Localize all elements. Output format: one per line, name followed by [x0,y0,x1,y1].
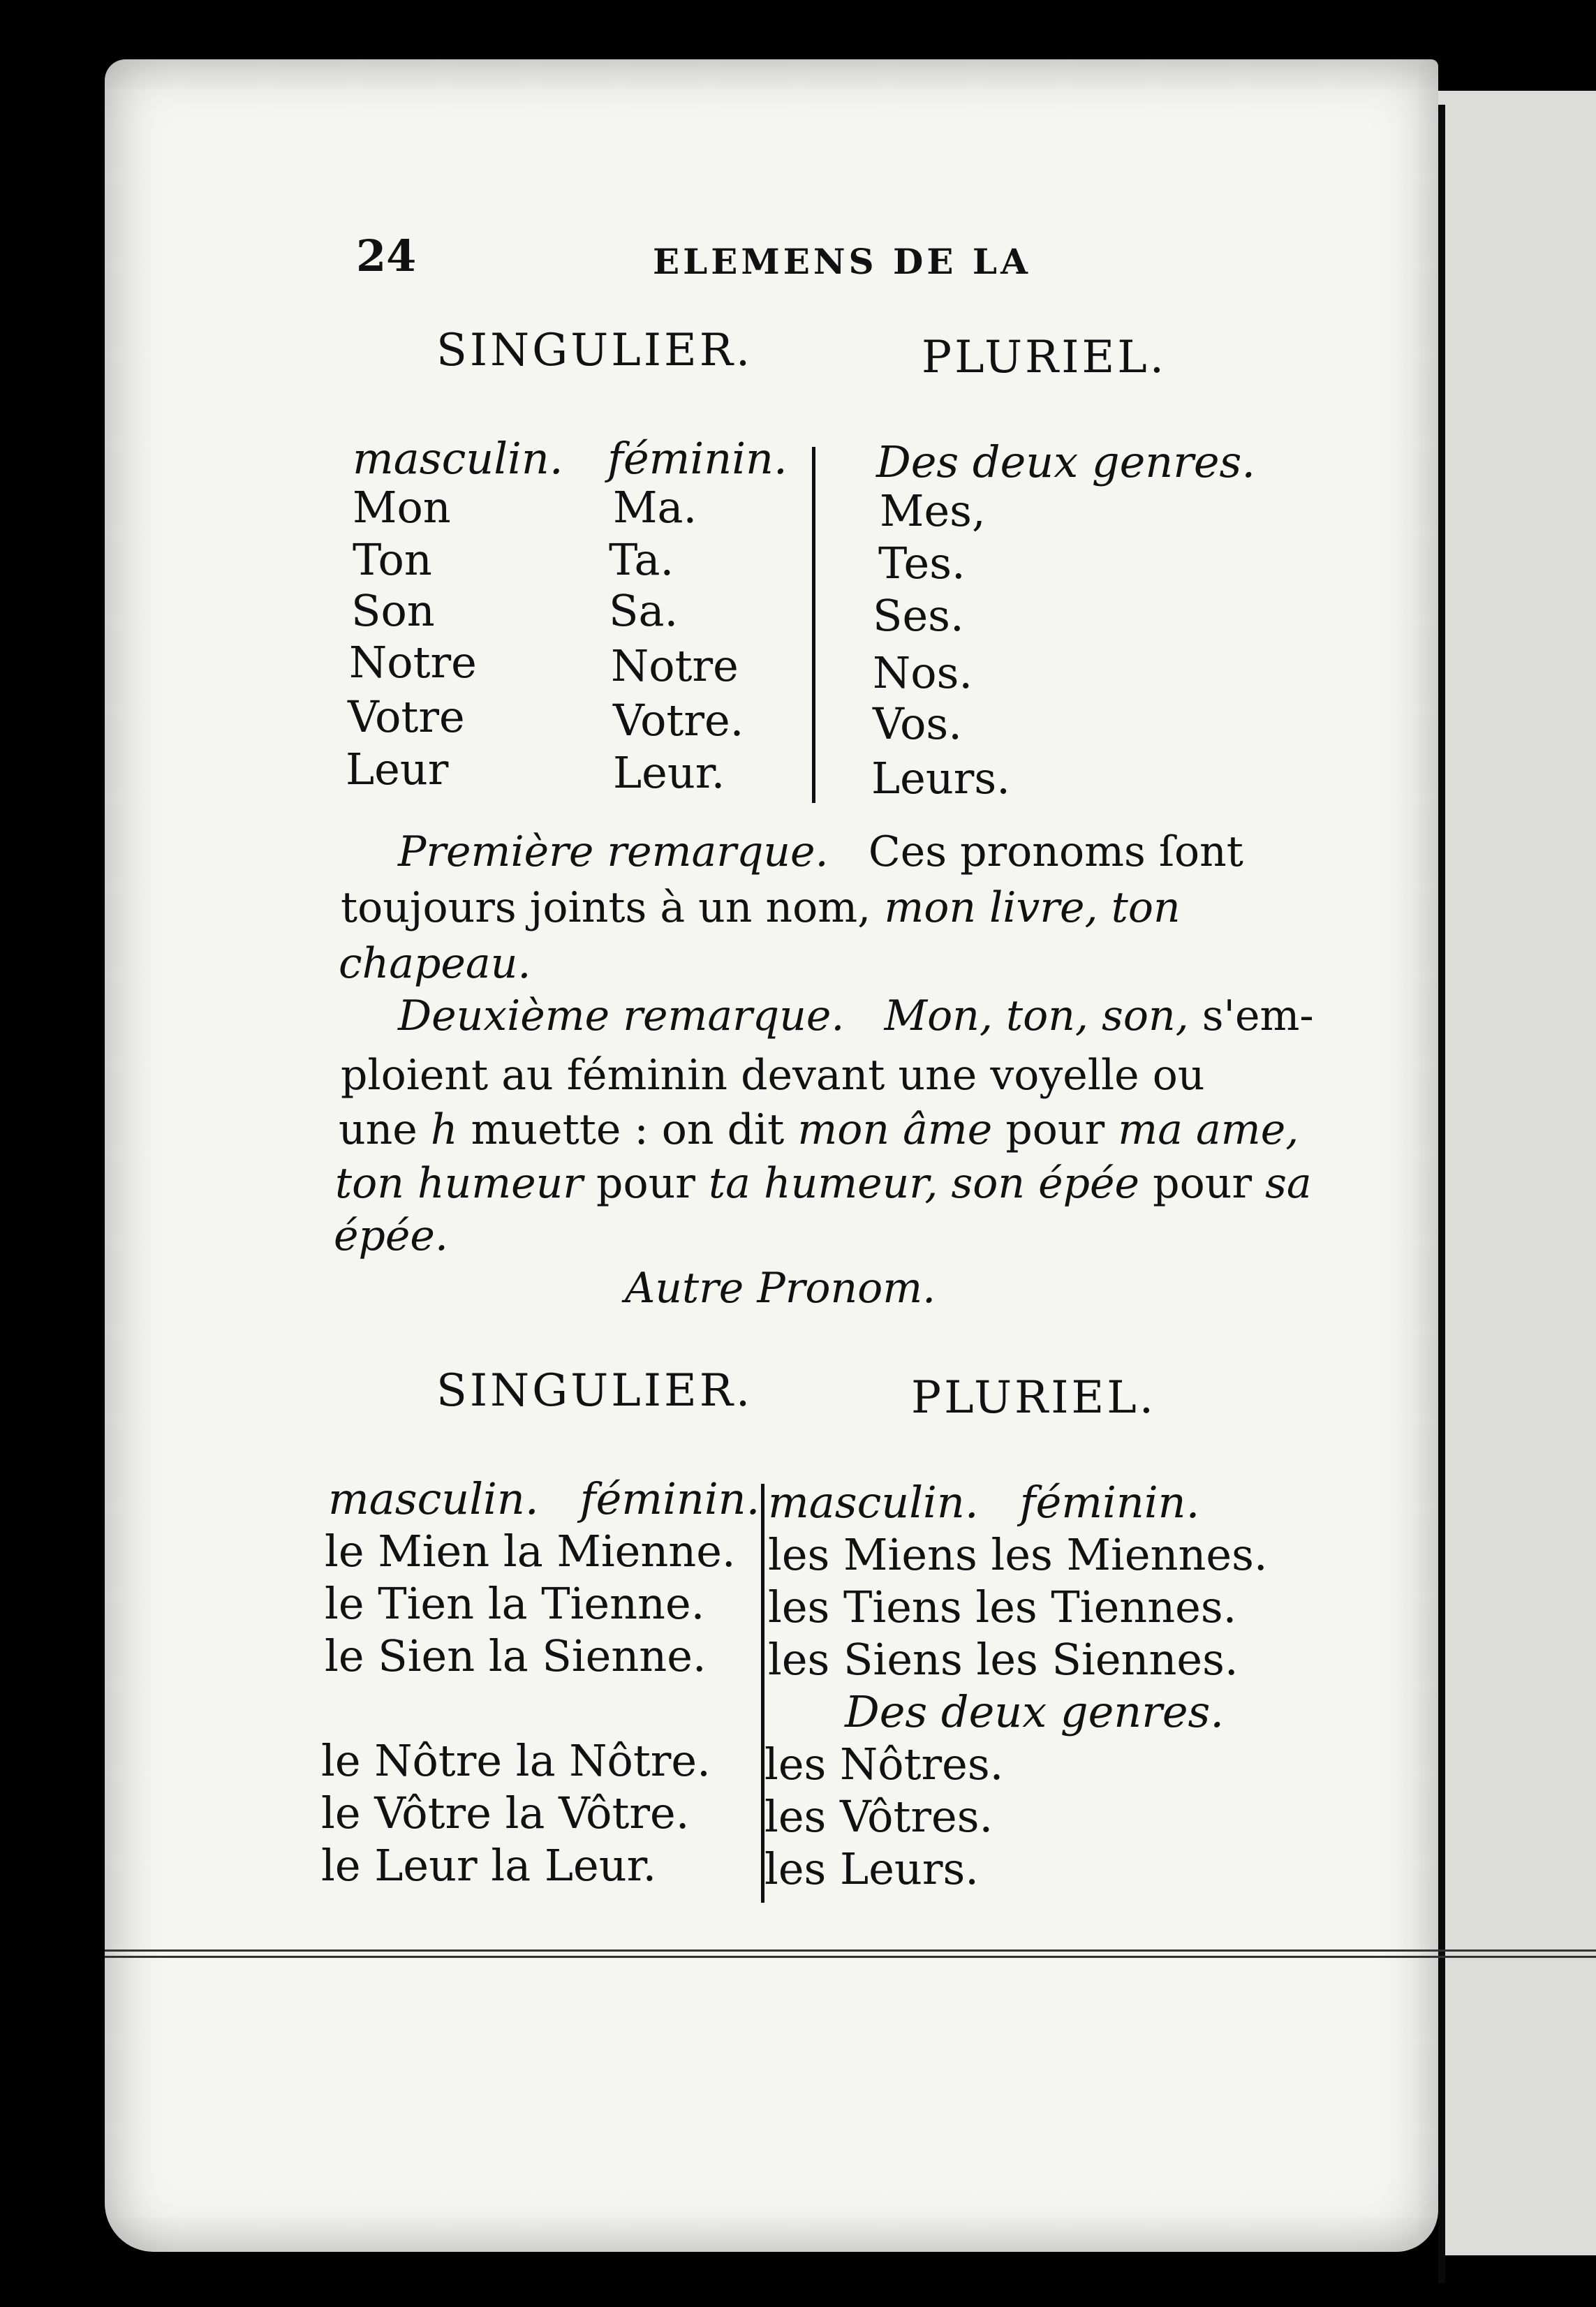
remark2-text: une [339,1105,418,1154]
bottom-scan-rule [105,1949,1596,1958]
table1-row-masc: Son [351,585,435,636]
remark2-example: ton humeur [335,1159,583,1208]
table2-left-header: masculin. féminin. [328,1473,760,1524]
remark1-line2-text: toujours joints à un nom, [341,883,871,932]
remark2-example: ta humeur, son épée [708,1159,1140,1208]
table1-row-fem: Notre [611,640,739,691]
table2-singular-label: SINGULIER. [436,1365,753,1417]
table2-row-right: les Vôtres. [764,1791,993,1842]
remark2-text: muette : on dit [471,1105,785,1154]
remark1-example: mon livre, [884,883,1098,932]
table1-row-masc: Mon [353,482,451,533]
table1-row-masc: Ton [353,534,432,585]
table2-row-left: le Tien la Tienne. [325,1578,705,1629]
table1-row-plural: Vos. [873,698,962,749]
table2-row-left: le Sien la Sienne. [325,1630,707,1681]
remark2-text: pour [1153,1159,1253,1208]
table1-row-masc: Leur [346,744,449,795]
remark2-example: Mon, ton, son, [884,992,1189,1040]
table1-row-fem: Votre. [613,695,744,746]
table1-row-fem: Sa. [609,585,679,636]
remark2-example: mon âme [797,1105,993,1154]
table1-row-masc: Votre [348,691,465,742]
table1-row-fem: Ma. [613,482,697,533]
page-number: 24 [356,230,417,281]
remark2-text: pour [596,1159,695,1208]
remark1-line1 [398,827,1243,876]
book-page [105,59,1438,2252]
remark1-line2 [341,883,1181,932]
table2-row-right: les Tiens les Tiennes. [768,1582,1237,1632]
remark2-example: h [430,1105,458,1154]
table1-row-plural: Tes. [878,538,966,589]
table2-row-right: les Siens les Siennes. [768,1634,1239,1685]
table2-row-left: le Nôtre la Nôtre. [321,1735,711,1786]
remark2-example: sa [1265,1159,1312,1208]
remark2-label: Deuxième remarque. [398,992,845,1040]
remark2-text: s'em- [1202,992,1314,1040]
table1-singular-label: SINGULIER. [436,325,753,376]
table2-both-label: Des deux genres. [845,1686,1225,1737]
remark2-line2: ploient au féminin devant une voyelle ou [341,1051,1205,1100]
table1-row-plural: Leurs. [871,753,1010,804]
table1-divider [812,447,815,803]
table1-row-plural: Mes, [880,485,986,536]
table2-row-left: le Vôtre la Vôtre. [321,1788,690,1838]
table1-plural-label: PLURIEL. [922,332,1167,383]
table1-fem-header: féminin. [607,433,788,484]
table1-row-masc: Notre [349,637,477,688]
remark2-line1 [398,992,1314,1040]
table2-row-left: le Mien la Mienne. [325,1526,736,1577]
table2-row-right: les Nôtres. [764,1739,1004,1790]
remark2-line5: épée. [334,1211,449,1260]
remark2-text: pour [1005,1105,1105,1154]
remark2-example: ma ame, [1118,1105,1299,1154]
remark1-label: Première remarque. [398,827,829,876]
remark1-text: Ces pronoms ſont [868,827,1243,876]
table1-row-plural: Ses. [873,590,964,641]
autre-pronom-title: Autre Pronom. [625,1264,936,1313]
table2-plural-label: PLURIEL. [911,1372,1157,1424]
table2-row-left: le Leur la Leur. [321,1840,657,1891]
table2-row-right: les Leurs. [764,1843,980,1894]
facing-page-edge [1438,91,1596,2255]
table2-right-header: masculin. féminin. [768,1477,1200,1528]
remark1-line3: chapeau. [339,939,531,988]
running-head: ELEMENS DE LA [653,241,1031,282]
table1-masc-header: masculin. [353,433,563,484]
remark1-example: ton [1111,883,1181,932]
table1-row-fem: Leur. [613,747,725,798]
table1-row-plural: Nos. [873,647,973,698]
table1-both-header: Des deux genres. [876,436,1256,487]
remark2-line3 [339,1105,1299,1154]
table2-row-right: les Miens les Miennes. [768,1529,1268,1580]
table1-row-fem: Ta. [609,534,674,585]
remark2-line4 [335,1159,1312,1208]
